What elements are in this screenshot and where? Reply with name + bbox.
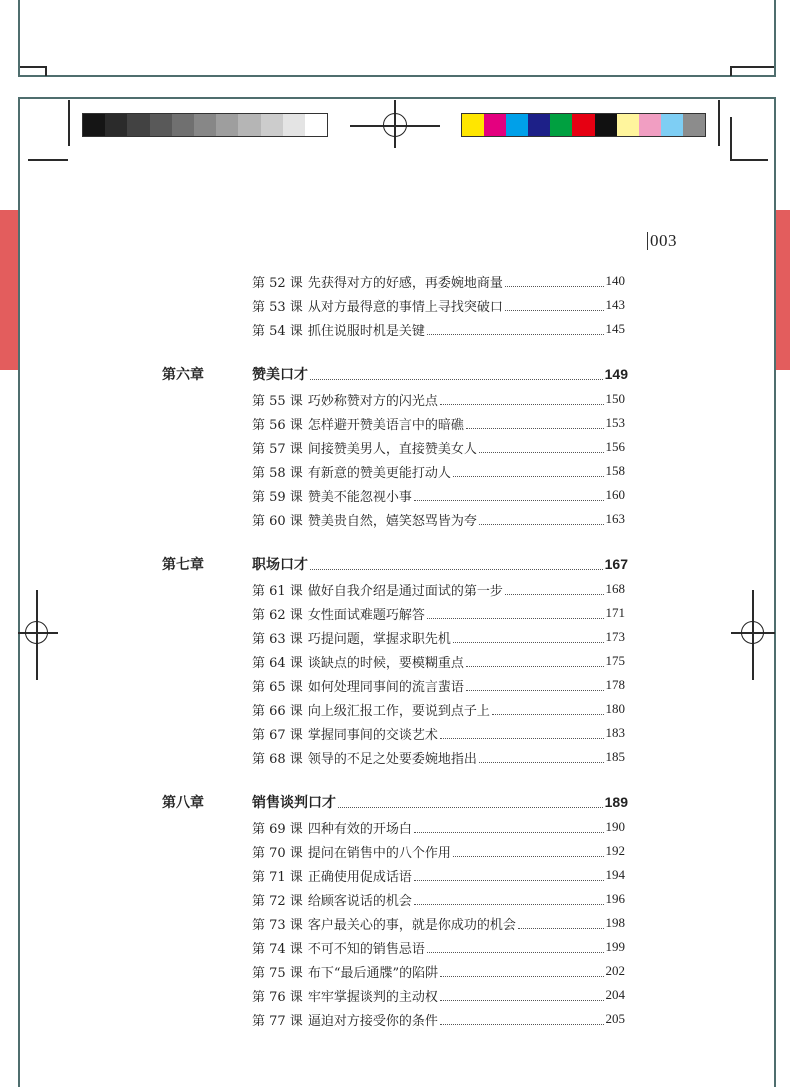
chapter-title: 职场口才	[252, 557, 308, 573]
lesson-number: 第 71 课	[252, 869, 303, 885]
crop-mark	[28, 159, 68, 161]
toc-lesson-row	[162, 483, 628, 507]
lesson-page-number: 140	[605, 273, 625, 288]
toc-lesson-row	[162, 673, 628, 697]
lesson-number: 第 66 课	[252, 703, 303, 719]
page-number: 003	[647, 232, 677, 250]
crop-mark	[730, 117, 732, 160]
crop-mark	[730, 66, 732, 76]
toc-lesson-row	[162, 387, 628, 411]
lesson-title: 提问在销售中的八个作用	[307, 845, 451, 861]
dot-leader	[453, 476, 604, 477]
chapter-page-number: 167	[604, 556, 628, 572]
color-swatch	[550, 114, 572, 136]
lesson-page-number: 178	[605, 677, 625, 692]
lesson-title: 不可不知的销售忌语	[307, 941, 425, 957]
lesson-number: 第 68 课	[252, 751, 303, 767]
color-swatch	[595, 114, 617, 136]
toc-lesson-row	[162, 601, 628, 625]
lesson-page-number: 180	[605, 701, 625, 716]
lesson-title: 布下“最后通牒”的陷阱	[307, 965, 439, 981]
gray-swatch	[238, 114, 260, 136]
lesson-number: 第 75 课	[252, 965, 303, 981]
toc-lesson-row	[162, 935, 628, 959]
crop-mark	[730, 66, 774, 68]
lesson-number: 第 53 课	[252, 299, 303, 315]
color-swatch	[506, 114, 528, 136]
dot-leader	[505, 286, 604, 287]
lesson-page-number: 153	[605, 415, 625, 430]
lesson-title: 给顾客说话的机会	[307, 893, 412, 909]
dot-leader	[518, 928, 604, 929]
lesson-number: 第 73 课	[252, 917, 303, 933]
lesson-page-number: 173	[605, 629, 625, 644]
lesson-page-number: 190	[605, 819, 625, 834]
lesson-number: 第 65 课	[252, 679, 303, 695]
lesson-page-number: 160	[605, 487, 625, 502]
dot-leader	[427, 334, 604, 335]
lesson-page-number: 192	[605, 843, 625, 858]
dot-leader	[310, 569, 603, 570]
lesson-title: 怎样避开赞美语言中的暗礁	[307, 417, 464, 433]
right-side-tab	[776, 210, 790, 370]
color-swatch	[639, 114, 661, 136]
dot-leader	[414, 880, 604, 881]
lesson-number: 第 56 课	[252, 417, 303, 433]
toc-lesson-row	[162, 863, 628, 887]
dot-leader	[338, 807, 603, 808]
table-of-contents	[162, 269, 628, 1031]
color-swatch	[462, 114, 484, 136]
lesson-title: 间接赞美男人，直接赞美女人	[307, 441, 477, 457]
lesson-title: 逼迫对方接受你的条件	[307, 1013, 438, 1029]
lesson-page-number: 150	[605, 391, 625, 406]
toc-lesson-row	[162, 411, 628, 435]
gray-swatch	[261, 114, 283, 136]
lesson-title: 领导的不足之处要委婉地指出	[307, 751, 477, 767]
lesson-title: 赞美不能忽视小事	[307, 489, 412, 505]
color-swatch	[617, 114, 639, 136]
left-side-tab	[0, 210, 18, 370]
color-swatch	[528, 114, 550, 136]
lesson-title: 牢牢掌握谈判的主动权	[307, 989, 438, 1005]
chapter-page-number: 149	[604, 366, 628, 382]
gray-swatch	[283, 114, 305, 136]
toc-lesson-row	[162, 887, 628, 911]
lesson-page-number: 158	[605, 463, 625, 478]
crop-mark	[68, 100, 70, 146]
color-swatch	[661, 114, 683, 136]
color-swatch	[572, 114, 594, 136]
lesson-title: 向上级汇报工作，要说到点子上	[307, 703, 490, 719]
dot-leader	[505, 310, 604, 311]
toc-lesson-row	[162, 983, 628, 1007]
gray-swatch	[305, 114, 327, 136]
toc-chapter-row	[162, 789, 628, 815]
gray-swatch	[194, 114, 216, 136]
toc-lesson-row	[162, 697, 628, 721]
lesson-title: 如何处理同事间的流言蜚语	[307, 679, 464, 695]
toc-lesson-row	[162, 815, 628, 839]
lesson-number: 第 61 课	[252, 583, 303, 599]
lesson-number: 第 72 课	[252, 893, 303, 909]
crop-mark	[718, 100, 720, 146]
continued-lessons	[162, 269, 628, 341]
lesson-page-number: 171	[605, 605, 625, 620]
lesson-page-number: 194	[605, 867, 625, 882]
dot-leader	[414, 832, 604, 833]
lesson-number: 第 60 课	[252, 513, 303, 529]
dot-leader	[479, 452, 604, 453]
dot-leader	[453, 856, 604, 857]
chapter-section	[162, 789, 628, 1031]
lesson-number: 第 67 课	[252, 727, 303, 743]
chapter-title: 销售谈判口才	[252, 795, 336, 811]
chapter-label: 第六章	[162, 367, 204, 383]
lesson-title: 抓住说服时机是关键	[307, 323, 425, 339]
dot-leader	[440, 404, 604, 405]
crosshair-circle-icon	[741, 621, 764, 644]
lesson-number: 第 59 课	[252, 489, 303, 505]
lesson-number: 第 63 课	[252, 631, 303, 647]
lesson-title: 有新意的赞美更能打动人	[307, 465, 451, 481]
lesson-number: 第 57 课	[252, 441, 303, 457]
lesson-page-number: 185	[605, 749, 625, 764]
chapter-page-number: 189	[604, 794, 628, 810]
lesson-page-number: 196	[605, 891, 625, 906]
toc-lesson-row	[162, 577, 628, 601]
lesson-page-number: 205	[605, 1011, 625, 1026]
lesson-number: 第 54 课	[252, 323, 303, 339]
dot-leader	[479, 762, 604, 763]
toc-lesson-row	[162, 1007, 628, 1031]
lesson-page-number: 145	[605, 321, 625, 336]
lesson-title: 掌握同事间的交谈艺术	[307, 727, 438, 743]
lesson-title: 巧妙称赞对方的闪光点	[307, 393, 438, 409]
dot-leader	[414, 500, 604, 501]
toc-lesson-row	[162, 317, 628, 341]
dot-leader	[440, 976, 603, 977]
lesson-title: 做好自我介绍是通过面试的第一步	[307, 583, 503, 599]
chapter-label: 第八章	[162, 795, 204, 811]
lesson-number: 第 58 课	[252, 465, 303, 481]
dot-leader	[479, 524, 604, 525]
toc-chapter-row	[162, 361, 628, 387]
chapter-title: 赞美口才	[252, 367, 308, 383]
lesson-page-number: 156	[605, 439, 625, 454]
dot-leader	[466, 690, 604, 691]
chapter-section	[162, 551, 628, 769]
lesson-page-number: 198	[605, 915, 625, 930]
dot-leader	[492, 714, 604, 715]
lesson-title: 客户最关心的事，就是你成功的机会	[307, 917, 516, 933]
toc-lesson-row	[162, 293, 628, 317]
dot-leader	[440, 1000, 604, 1001]
toc-lesson-row	[162, 721, 628, 745]
lesson-page-number: 199	[605, 939, 625, 954]
dot-leader	[440, 1024, 604, 1025]
toc-lesson-row	[162, 959, 628, 983]
crosshair-circle-icon	[25, 621, 48, 644]
crop-mark	[45, 66, 47, 76]
previous-page-frame	[18, 0, 776, 77]
dot-leader	[310, 379, 603, 380]
lesson-number: 第 74 课	[252, 941, 303, 957]
lesson-page-number: 175	[605, 653, 625, 668]
lesson-page-number: 204	[605, 987, 625, 1002]
lesson-number: 第 64 课	[252, 655, 303, 671]
lesson-title: 谈缺点的时候，要模糊重点	[307, 655, 464, 671]
dot-leader	[466, 666, 604, 667]
lesson-number: 第 77 课	[252, 1013, 303, 1029]
grayscale-calibration-bar	[82, 113, 328, 137]
gray-swatch	[150, 114, 172, 136]
chapter-section	[162, 361, 628, 531]
lesson-title: 女性面试难题巧解答	[307, 607, 425, 623]
toc-lesson-row	[162, 625, 628, 649]
toc-lesson-row	[162, 745, 628, 769]
lesson-number: 第 70 课	[252, 845, 303, 861]
lesson-number: 第 69 课	[252, 821, 303, 837]
lesson-page-number: 163	[605, 511, 625, 526]
lesson-title: 先获得对方的好感，再委婉地商量	[307, 275, 503, 291]
dot-leader	[505, 594, 604, 595]
lesson-number: 第 76 课	[252, 989, 303, 1005]
gray-swatch	[172, 114, 194, 136]
dot-leader	[466, 428, 604, 429]
gray-swatch	[216, 114, 238, 136]
crop-mark	[20, 66, 46, 68]
lesson-page-number: 143	[605, 297, 625, 312]
toc-lesson-row	[162, 269, 628, 293]
dot-leader	[440, 738, 604, 739]
crop-mark	[730, 159, 768, 161]
toc-lesson-row	[162, 435, 628, 459]
gray-swatch	[105, 114, 127, 136]
gray-swatch	[83, 114, 105, 136]
toc-lesson-row	[162, 649, 628, 673]
dot-leader	[427, 952, 604, 953]
gray-swatch	[127, 114, 149, 136]
lesson-number: 第 52 课	[252, 275, 303, 291]
lesson-title: 赞美贵自然，嬉笑怒骂皆为夸	[307, 513, 477, 529]
color-swatch	[683, 114, 705, 136]
crosshair-circle-icon	[383, 113, 407, 137]
lesson-title: 巧提问题，掌握求职先机	[307, 631, 451, 647]
toc-chapter-row	[162, 551, 628, 577]
color-calibration-bar	[461, 113, 706, 137]
dot-leader	[453, 642, 604, 643]
lesson-page-number: 202	[605, 963, 625, 978]
color-swatch	[484, 114, 506, 136]
lesson-title: 从对方最得意的事情上寻找突破口	[307, 299, 503, 315]
toc-lesson-row	[162, 459, 628, 483]
lesson-page-number: 168	[605, 581, 625, 596]
toc-lesson-row	[162, 911, 628, 935]
lesson-number: 第 62 课	[252, 607, 303, 623]
dot-leader	[414, 904, 604, 905]
dot-leader	[427, 618, 604, 619]
lesson-number: 第 55 课	[252, 393, 303, 409]
toc-lesson-row	[162, 839, 628, 863]
lesson-title: 四种有效的开场白	[307, 821, 412, 837]
lesson-title: 正确使用促成话语	[307, 869, 412, 885]
chapter-label: 第七章	[162, 557, 204, 573]
toc-lesson-row	[162, 507, 628, 531]
lesson-page-number: 183	[605, 725, 625, 740]
